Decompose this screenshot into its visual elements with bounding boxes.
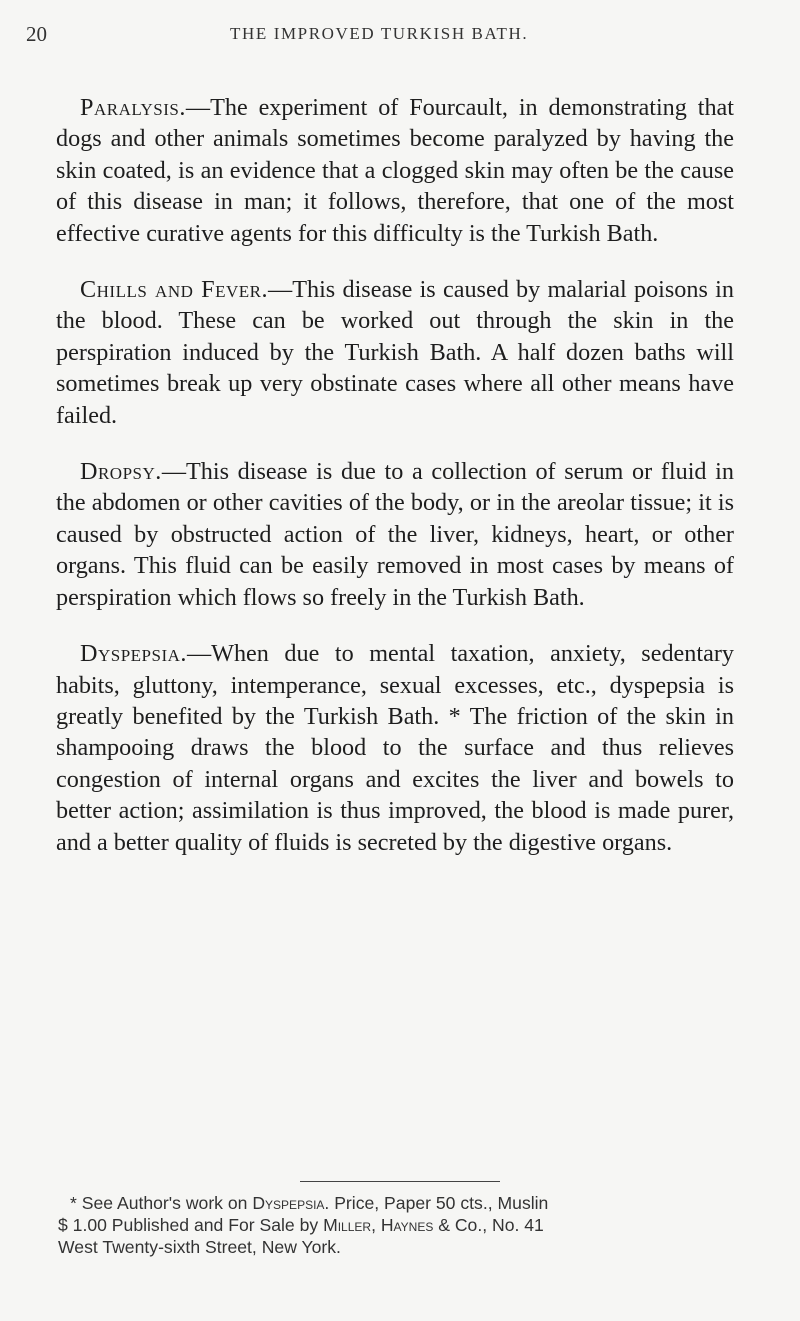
paragraph-text: —The experiment of Fourcault, in demonstrating that dogs and other animals sometimes become paralyzed by having the skin coated, is an evidence that a clogged skin may often be the cause of this disease in man; it follows, therefore, that one of the most effective curative agents for this difficulty is the Turkish Bath. bbox=[56, 94, 734, 247]
paragraph-dropsy bbox=[56, 456, 734, 613]
footnote-publisher: Miller, Haynes bbox=[323, 1215, 434, 1235]
paragraph-text: —This disease is due to a collection of serum or fluid in the abdomen or other cavities of the body, or in the areolar tissue; it is caused by obstructed action of the liver, kidneys, heart, or other organs. This fluid can be easily removed in most cases by means of perspiration which flows so freely in the Turkish Bath. bbox=[56, 458, 734, 611]
footnote bbox=[58, 1192, 738, 1258]
body-text bbox=[56, 92, 734, 883]
running-head bbox=[0, 22, 800, 52]
footnote-text: $ 1.00 Published and For Sale by bbox=[58, 1215, 324, 1235]
footnote-divider bbox=[300, 1181, 500, 1182]
paragraph-heading: Paralysis. bbox=[80, 94, 186, 121]
page-number: 20 bbox=[26, 22, 47, 46]
footnote-line-2 bbox=[58, 1214, 738, 1236]
paragraph-text: —This disease is caused by malarial poisons in the blood. These can be worked out through the skin in the perspiration induced by the Turkish Bath. A half dozen baths will sometimes break up very obstinate cases where all other means have failed. bbox=[56, 276, 734, 429]
footnote-text: Price, Paper 50 cts., Muslin bbox=[329, 1193, 549, 1213]
footnote-text: * See Author's work on bbox=[70, 1193, 253, 1213]
paragraph-heading: Chills and Fever. bbox=[80, 276, 269, 304]
paragraph-heading: Dyspepsia. bbox=[80, 640, 187, 668]
paragraph-paralysis bbox=[56, 92, 734, 249]
running-title: THE IMPROVED TURKISH BATH. bbox=[230, 24, 529, 43]
footnote-line-3: West Twenty-sixth Street, New York. bbox=[58, 1237, 341, 1257]
footnote-book-title: Dyspepsia. bbox=[252, 1193, 330, 1213]
footnote-line-1 bbox=[58, 1192, 738, 1214]
paragraph-text: —When due to mental taxation, anxiety, sedentary habits, gluttony, intemperance, sexual excesses, etc., dyspepsia is greatly benefited by the Turkish Bath. * The friction of the skin in shampooing draws the blood to the surface and thus relieves congestion of internal organs and excites the liver and bowels to better action; assimilation is thus improved, the blood is made purer, and a better quality of fluids is secreted by the digestive organs. bbox=[56, 640, 734, 856]
footnote-text: & Co., No. 41 bbox=[433, 1215, 544, 1235]
paragraph-dyspepsia bbox=[56, 638, 734, 858]
paragraph-chills-and-fever bbox=[56, 274, 734, 431]
paragraph-heading: Dropsy. bbox=[80, 458, 162, 486]
